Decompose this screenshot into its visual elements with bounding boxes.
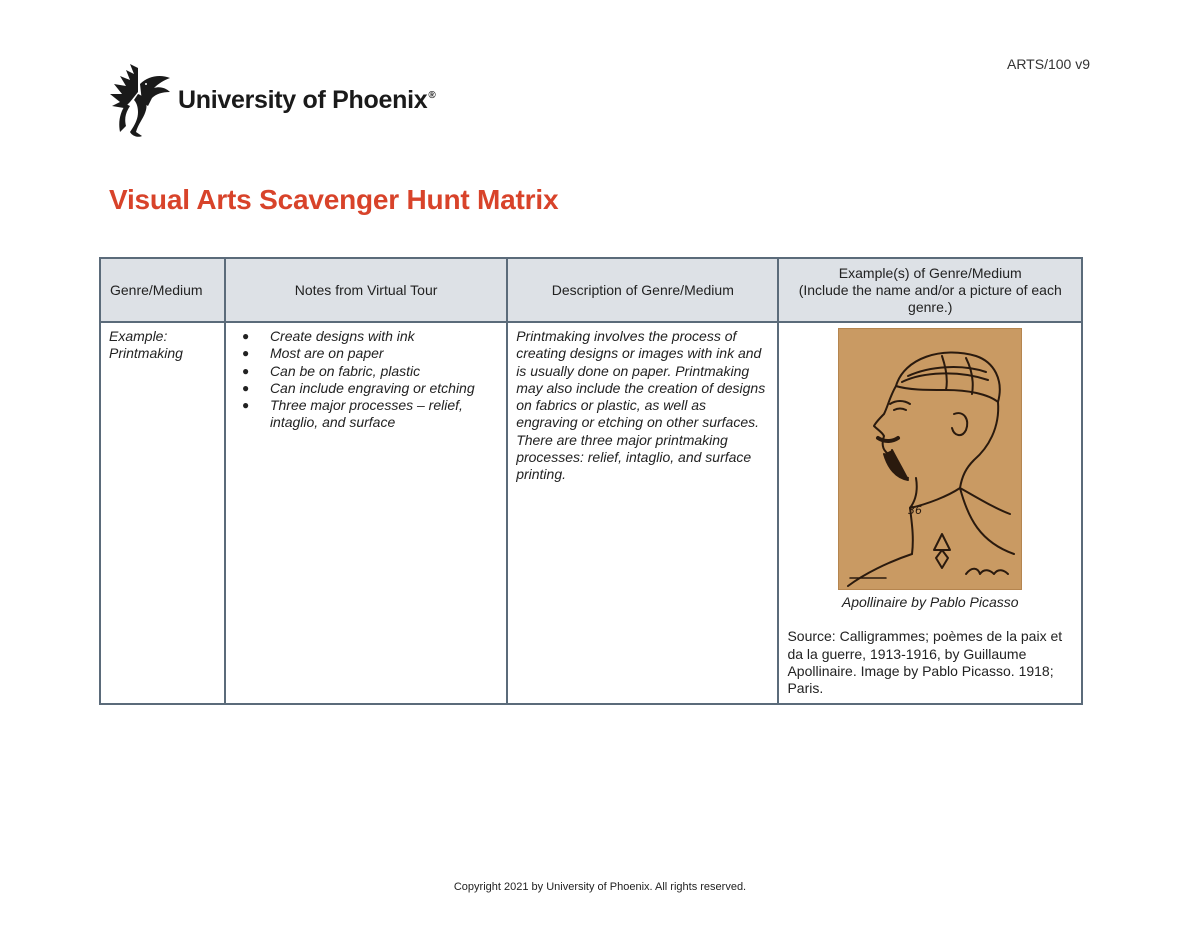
header-examples-line1: Example(s) of Genre/Medium [838,264,1022,281]
header-examples-line2: (Include the name and/or a picture of each genre.) [798,281,1062,315]
logo-wordmark [178,86,435,115]
logo-name: University of Phoenix [178,85,428,114]
cell-example [778,322,1082,704]
bullet-icon: ● [241,363,250,378]
note-text: Can include engraving or etching [269,379,475,396]
note-text: Three major processes – relief, intaglio, and surface [269,397,463,431]
list-item [242,397,498,432]
artwork-artist: by Pablo Picasso [907,594,1019,610]
svg-text:36: 36 [908,504,923,517]
list-item [242,363,498,380]
course-code: ARTS/100 v9 [1006,56,1090,72]
header-description: Description of Genre/Medium [507,258,778,322]
list-item [242,380,498,397]
table-header-row [100,258,1082,322]
artwork-caption [787,594,1073,611]
bullet-icon: ● [241,380,250,395]
apollinaire-portrait-image [838,328,1022,590]
bullet-icon: ● [241,329,250,343]
header-genre: Genre/Medium [100,258,225,322]
header-notes: Notes from Virtual Tour [225,258,507,322]
document-title: Visual Arts Scavenger Hunt Matrix [109,184,559,215]
phoenix-bird-icon [108,62,174,138]
copyright-footer: Copyright 2021 by University of Phoenix. All rights reserved. [453,881,747,893]
notes-list [234,328,498,432]
genre-label: Example: [109,328,168,344]
bullet-icon: ● [241,398,250,413]
university-logo [108,62,435,138]
note-text: Most are on paper [269,345,384,362]
note-text: Create designs with ink [269,328,415,344]
scavenger-hunt-matrix [99,257,1083,705]
artwork-title: Apollinaire [841,594,908,610]
note-text: Can be on fabric, plastic [269,362,421,379]
cell-description: Printmaking involves the process of creating designs or images with ink and is usually done on paper. Printmaking may also include the creation of designs on fabrics or plastic, as well as engraving or etching on other surfaces. There are three major printmaking processes: relief, intaglio, and surface printing. [507,322,778,704]
cell-genre [100,322,225,704]
logo-registered-mark: ® [428,90,436,102]
cell-notes [225,322,507,704]
list-item [242,328,498,345]
genre-value: Printmaking [109,345,183,362]
header-examples [778,258,1082,322]
bullet-icon: ● [241,346,250,361]
artwork-source: Source: Calligrammes; poèmes de la paix et da la guerre, 1913-1916, by Guillaume Apollinaire. Image by Pablo Picasso. 1918; Paris. [787,628,1063,697]
list-item [242,345,498,362]
table-row [100,322,1082,704]
